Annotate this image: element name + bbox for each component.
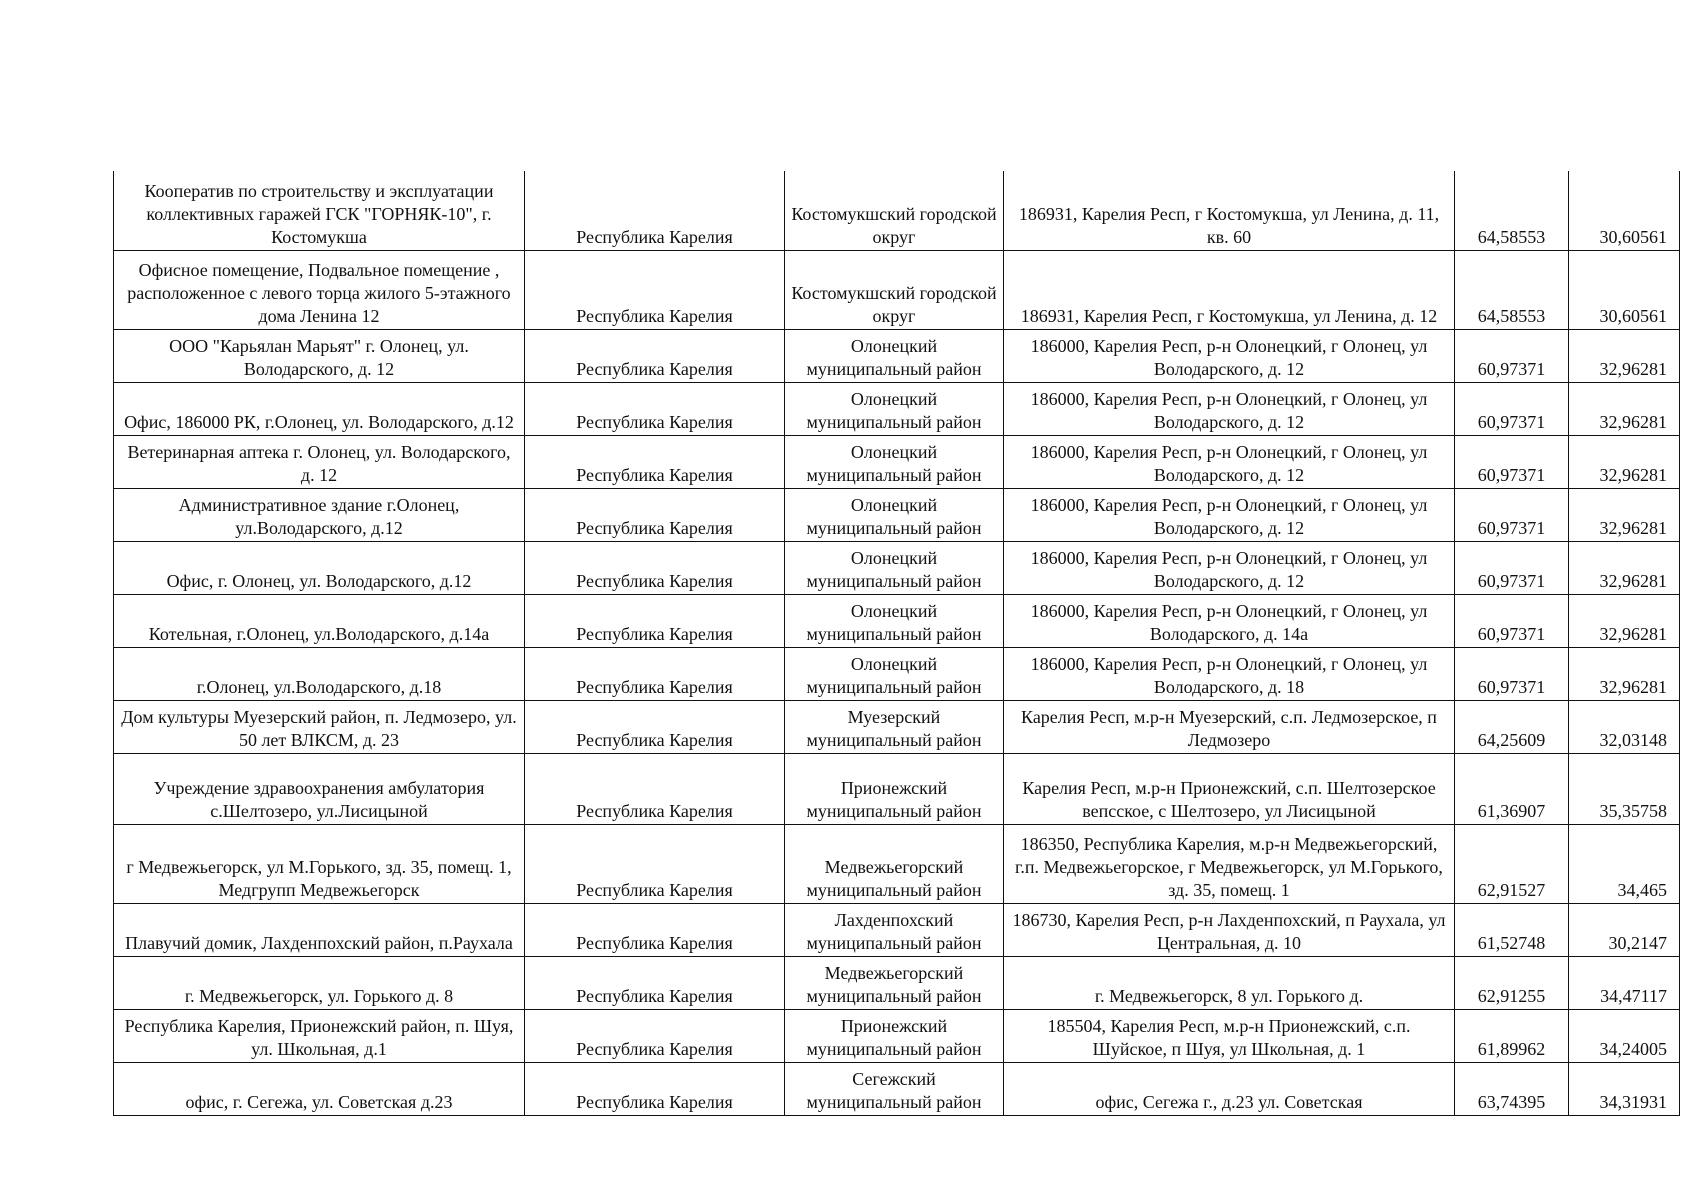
locations-table	[113, 171, 1680, 1116]
longitude-cell: 30,60561	[1569, 171, 1680, 250]
region-cell: Республика Карелия	[525, 1062, 785, 1115]
latitude-cell: 62,91255	[1455, 956, 1569, 1009]
district-cell: Сегежский муниципальный район	[785, 1062, 1004, 1115]
region-cell: Республика Карелия	[525, 1009, 785, 1062]
address-cell: 186000, Карелия Респ, р-н Олонецкий, г Олонец, ул Володарского, д. 12	[1004, 329, 1455, 382]
region-cell: Республика Карелия	[525, 594, 785, 647]
district-cell: Медвежьегорский муниципальный район	[785, 956, 1004, 1009]
latitude-cell: 64,58553	[1455, 171, 1569, 250]
address-cell: офис, Сегежа г., д.23 ул. Советская	[1004, 1062, 1455, 1115]
table-row	[114, 903, 1680, 956]
longitude-cell: 30,60561	[1569, 250, 1680, 329]
address-cell: 186000, Карелия Респ, р-н Олонецкий, г Олонец, ул Володарского, д. 12	[1004, 541, 1455, 594]
address-cell: 186000, Карелия Респ, р-н Олонецкий, г Олонец, ул Володарского, д. 12	[1004, 382, 1455, 435]
district-cell: Прионежский муниципальный район	[785, 1009, 1004, 1062]
latitude-cell: 61,52748	[1455, 903, 1569, 956]
table-row	[114, 171, 1680, 250]
table-row	[114, 594, 1680, 647]
region-cell: Республика Карелия	[525, 753, 785, 824]
latitude-cell: 60,97371	[1455, 435, 1569, 488]
longitude-cell: 34,31931	[1569, 1062, 1680, 1115]
table-row	[114, 541, 1680, 594]
longitude-cell: 32,96281	[1569, 382, 1680, 435]
district-cell: Олонецкий муниципальный район	[785, 594, 1004, 647]
latitude-cell: 60,97371	[1455, 488, 1569, 541]
district-cell: Муезерский муниципальный район	[785, 700, 1004, 753]
region-cell: Республика Карелия	[525, 824, 785, 903]
district-cell: Прионежский муниципальный район	[785, 753, 1004, 824]
latitude-cell: 61,89962	[1455, 1009, 1569, 1062]
district-cell: Олонецкий муниципальный район	[785, 435, 1004, 488]
address-cell: 186931, Карелия Респ, г Костомукша, ул Ленина, д. 11, кв. 60	[1004, 171, 1455, 250]
latitude-cell: 64,58553	[1455, 250, 1569, 329]
table-row	[114, 488, 1680, 541]
longitude-cell: 32,96281	[1569, 647, 1680, 700]
district-cell: Олонецкий муниципальный район	[785, 541, 1004, 594]
address-cell: 186931, Карелия Респ, г Костомукша, ул Ленина, д. 12	[1004, 250, 1455, 329]
table-row	[114, 1062, 1680, 1115]
region-cell: Республика Карелия	[525, 700, 785, 753]
district-cell: Олонецкий муниципальный район	[785, 382, 1004, 435]
district-cell: Лахденпохский муниципальный район	[785, 903, 1004, 956]
address-cell: 186000, Карелия Респ, р-н Олонецкий, г Олонец, ул Володарского, д. 14а	[1004, 594, 1455, 647]
longitude-cell: 32,96281	[1569, 488, 1680, 541]
table-row	[114, 824, 1680, 903]
object-name-cell: офис, г. Сегежа, ул. Советская д.23	[114, 1062, 525, 1115]
address-cell: 185504, Карелия Респ, м.р-н Прионежский, с.п. Шуйское, п Шуя, ул Школьная, д. 1	[1004, 1009, 1455, 1062]
latitude-cell: 60,97371	[1455, 382, 1569, 435]
latitude-cell: 61,36907	[1455, 753, 1569, 824]
district-cell: Костомукшский городской округ	[785, 250, 1004, 329]
region-cell: Республика Карелия	[525, 329, 785, 382]
region-cell: Республика Карелия	[525, 250, 785, 329]
object-name-cell: Учреждение здравоохранения амбулатория с.Шелтозеро, ул.Лисицыной	[114, 753, 525, 824]
table-row	[114, 753, 1680, 824]
district-cell: Олонецкий муниципальный район	[785, 488, 1004, 541]
longitude-cell: 32,96281	[1569, 435, 1680, 488]
latitude-cell: 64,25609	[1455, 700, 1569, 753]
longitude-cell: 32,03148	[1569, 700, 1680, 753]
longitude-cell: 34,465	[1569, 824, 1680, 903]
address-cell: г. Медвежьегорск, 8 ул. Горького д.	[1004, 956, 1455, 1009]
table-row	[114, 382, 1680, 435]
longitude-cell: 32,96281	[1569, 594, 1680, 647]
table-row	[114, 329, 1680, 382]
longitude-cell: 34,47117	[1569, 956, 1680, 1009]
object-name-cell: Офисное помещение, Подвальное помещение , расположенное с левого торца жилого 5-этажного дома Ленина 12	[114, 250, 525, 329]
object-name-cell: г. Медвежьегорск, ул. Горького д. 8	[114, 956, 525, 1009]
object-name-cell: Плавучий домик, Лахденпохский район, п.Раухала	[114, 903, 525, 956]
object-name-cell: Дом культуры Муезерский район, п. Ледмозеро, ул. 50 лет ВЛКСМ, д. 23	[114, 700, 525, 753]
table-row	[114, 250, 1680, 329]
region-cell: Республика Карелия	[525, 647, 785, 700]
address-cell: 186000, Карелия Респ, р-н Олонецкий, г Олонец, ул Володарского, д. 12	[1004, 488, 1455, 541]
latitude-cell: 60,97371	[1455, 594, 1569, 647]
address-cell: 186730, Карелия Респ, р-н Лахденпохский, п Раухала, ул Центральная, д. 10	[1004, 903, 1455, 956]
object-name-cell: Офис, 186000 РК, г.Олонец, ул. Володарского, д.12	[114, 382, 525, 435]
table-row	[114, 1009, 1680, 1062]
object-name-cell: г.Олонец, ул.Володарского, д.18	[114, 647, 525, 700]
address-cell: Карелия Респ, м.р-н Муезерский, с.п. Ледмозерское, п Ледмозеро	[1004, 700, 1455, 753]
object-name-cell: Административное здание г.Олонец, ул.Володарского, д.12	[114, 488, 525, 541]
object-name-cell: ООО "Карьялан Марьят" г. Олонец, ул. Володарского, д. 12	[114, 329, 525, 382]
district-cell: Медвежьегорский муниципальный район	[785, 824, 1004, 903]
region-cell: Республика Карелия	[525, 171, 785, 250]
address-cell: Карелия Респ, м.р-н Прионежский, с.п. Шелтозерское вепсское, с Шелтозеро, ул Лисицыной	[1004, 753, 1455, 824]
longitude-cell: 30,2147	[1569, 903, 1680, 956]
longitude-cell: 34,24005	[1569, 1009, 1680, 1062]
object-name-cell: Республика Карелия, Прионежский район, п. Шуя, ул. Школьная, д.1	[114, 1009, 525, 1062]
district-cell: Олонецкий муниципальный район	[785, 647, 1004, 700]
locations-table-body	[114, 171, 1680, 1115]
longitude-cell: 32,96281	[1569, 541, 1680, 594]
region-cell: Республика Карелия	[525, 435, 785, 488]
address-cell: 186000, Карелия Респ, р-н Олонецкий, г Олонец, ул Володарского, д. 12	[1004, 435, 1455, 488]
longitude-cell: 35,35758	[1569, 753, 1680, 824]
region-cell: Республика Карелия	[525, 956, 785, 1009]
object-name-cell: Кооператив по строительству и эксплуатации коллективных гаражей ГСК "ГОРНЯК-10", г. Костомукша	[114, 171, 525, 250]
latitude-cell: 62,91527	[1455, 824, 1569, 903]
address-cell: 186000, Карелия Респ, р-н Олонецкий, г Олонец, ул Володарского, д. 18	[1004, 647, 1455, 700]
district-cell: Олонецкий муниципальный район	[785, 329, 1004, 382]
region-cell: Республика Карелия	[525, 382, 785, 435]
region-cell: Республика Карелия	[525, 903, 785, 956]
latitude-cell: 60,97371	[1455, 647, 1569, 700]
object-name-cell: Офис, г. Олонец, ул. Володарского, д.12	[114, 541, 525, 594]
object-name-cell: Котельная, г.Олонец, ул.Володарского, д.14а	[114, 594, 525, 647]
address-cell: 186350, Республика Карелия, м.р-н Медвежьегорский, г.п. Медвежьегорское, г Медвежьегорск, ул М.Горького, зд. 35, помещ. 1	[1004, 824, 1455, 903]
table-row	[114, 647, 1680, 700]
table-row	[114, 700, 1680, 753]
district-cell: Костомукшский городской округ	[785, 171, 1004, 250]
table-row	[114, 956, 1680, 1009]
longitude-cell: 32,96281	[1569, 329, 1680, 382]
object-name-cell: г Медвежьегорск, ул М.Горького, зд. 35, помещ. 1, Медгрупп Медвежьегорск	[114, 824, 525, 903]
region-cell: Республика Карелия	[525, 488, 785, 541]
latitude-cell: 63,74395	[1455, 1062, 1569, 1115]
region-cell: Республика Карелия	[525, 541, 785, 594]
object-name-cell: Ветеринарная аптека г. Олонец, ул. Володарского, д. 12	[114, 435, 525, 488]
latitude-cell: 60,97371	[1455, 329, 1569, 382]
latitude-cell: 60,97371	[1455, 541, 1569, 594]
table-row	[114, 435, 1680, 488]
